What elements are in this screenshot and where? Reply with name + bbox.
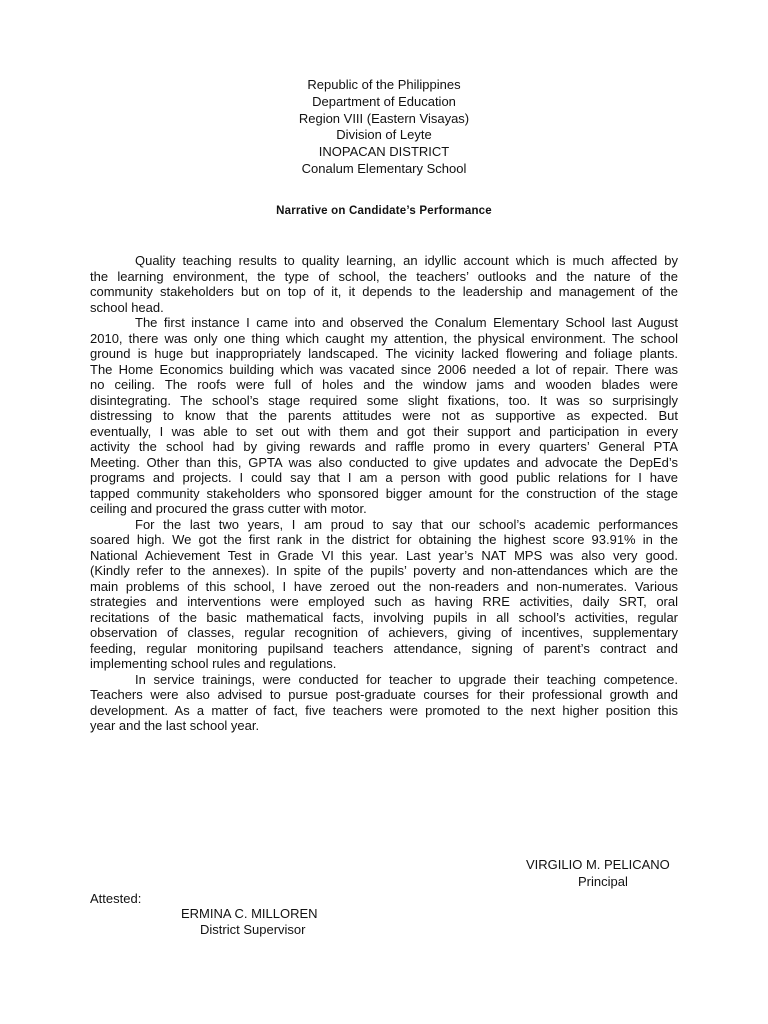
principal-name: VIRGILIO M. PELICANO [526,857,670,872]
body-line: community stakeholders but on top of it, it depends to the leadership and management of the [90,284,678,299]
document-title: Narrative on Candidate’s Performance [276,205,492,217]
body-line: school head. [90,299,164,315]
letterhead-republic: Republic of the Philippines [307,77,461,92]
body-line: main problems of this school, I have zeroed out the non-readers and non-numerates. Various [90,578,678,594]
body-line: strategies and interventions were employed such as having RRE activities, daily SRT, oral [90,594,678,609]
body-line: tapped community stakeholders who sponsored bigger amount for the construction of the stage [90,485,678,501]
body-line: distressing to know that the parents attitudes were not as supportive as expected. But [90,408,678,423]
supervisor-name: ERMINA C. MILLOREN [181,906,318,921]
body-line: soared high. We got the first rank in the district for obtaining the highest score 93.91% in the [90,532,678,547]
body-line: The first instance I came into and observed the Conalum Elementary School last August [135,315,678,330]
body-line: the learning environment, the type of school, the teachers’ outlooks and the nature of the [90,268,678,284]
attested-label: Attested: [90,891,142,906]
body-line: Teachers were also advised to pursue post-graduate courses for their professional growth and [90,687,678,702]
body-line: programs and projects. I could say that I am a person with good public relations for I have [90,470,678,485]
body-line: ceiling and procured the grass cutter with motor. [90,501,367,516]
letterhead-department: Department of Education [312,93,456,109]
letterhead-division: Division of Leyte [336,127,432,143]
body-line: In service trainings, were conducted for teacher to upgrade their teaching competence. [135,671,678,687]
body-line: implementing school rules and regulations. [90,656,337,671]
body-line: For the last two years, I am proud to say that our school’s academic performances [135,516,678,532]
letterhead-region: Region VIII (Eastern Visayas) [298,110,470,126]
body-line: feeding, regular monitoring pupilsand teachers attendance, signing of parent’s contract and [90,640,678,656]
letterhead [0,77,768,178]
supervisor-position: District Supervisor [200,922,306,937]
body-line: year and the last school year. [90,718,260,733]
body-line: 2010, there was only one thing which caught my attention, the physical environment. The school [90,330,678,346]
letterhead-school: Conalum Elementary School [301,160,467,176]
body-line: observation of classes, regular recognition of achievers, giving of incentives, supplementary [90,625,678,640]
body-line: eventually, I was able to set out with them and got their support and participation in every [90,423,678,439]
body-line: Quality teaching results to quality learning, an idyllic account which is much affected by [135,253,678,268]
body-line: (Kindly refer to the annexes). In spite of the pupils’ poverty and non-attendances which are the [90,563,678,578]
body-line: The Home Economics building which was vacated since 2006 needed a lot of repair. There was [90,361,678,377]
body-line: National Achievement Test in Grade VI this year. Last year’s NAT MPS was also very good. [90,547,678,563]
body-line: Meeting. Other than this, GPTA was also conducted to give updates and advocate the DepEd’s [90,454,678,470]
body-line: recitations of the basic mathematical facts, involving pupils in all school’s activities, regular [90,609,678,625]
body-line: development. As a matter of fact, five teachers were promoted to the next higher position this [90,702,678,718]
narrative-body [90,253,678,734]
body-line: ground is huge but inappropriately landscaped. The vicinity lacked flowering and foliage plants. [90,346,678,361]
letterhead-district: INOPACAN DISTRICT [318,144,450,160]
body-line: activity the school had by giving rewards and raffle promo in every quarters’ General PTA [90,439,678,454]
principal-position: Principal [578,874,628,889]
body-line: disintegrating. The school’s stage required some slight fixations, too. It was so surprisingly [90,392,678,408]
body-line: no ceiling. The roofs were full of holes and the window jams and wooden blades were [90,377,678,392]
